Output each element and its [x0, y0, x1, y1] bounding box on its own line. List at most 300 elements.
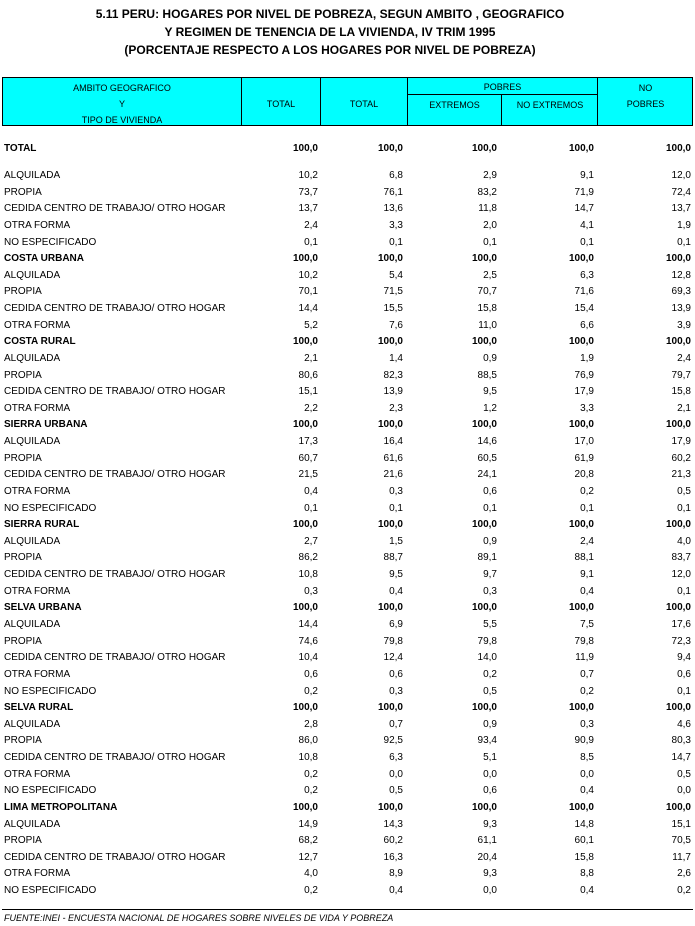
table-row — [0, 750, 695, 766]
row-value: 80,6 — [298, 369, 318, 381]
row-value: 1,5 — [389, 535, 403, 547]
header-ambito — [3, 78, 241, 125]
row-value: 71,5 — [383, 286, 403, 298]
row-value: 12,8 — [671, 269, 691, 281]
row-value: 0,9 — [483, 352, 497, 364]
row-value: 100,0 — [377, 602, 403, 614]
table-row — [0, 201, 695, 217]
row-value: 100,0 — [292, 702, 318, 714]
header-no-extremos-label: NO EXTREMOS — [516, 100, 584, 110]
table-row — [0, 783, 695, 799]
row-value: 2,4 — [677, 352, 691, 364]
header-total-1 — [241, 78, 320, 125]
table-row — [0, 467, 695, 483]
header-extremos-label: EXTREMOS — [429, 100, 480, 110]
row-value: 100,0 — [377, 336, 403, 348]
row-value: 100,0 — [292, 336, 318, 348]
row-value: 10,2 — [298, 269, 318, 281]
row-value: 0,4 — [304, 485, 318, 497]
table-group-row — [0, 700, 695, 716]
row-value: 0,9 — [483, 718, 497, 730]
table-group-row — [0, 334, 695, 350]
row-value: 0,6 — [304, 668, 318, 680]
row-value: 9,4 — [677, 652, 691, 664]
table-row — [0, 168, 695, 184]
row-value: 2,6 — [677, 868, 691, 880]
row-value: 0,0 — [389, 768, 403, 780]
row-value: 100,0 — [568, 143, 594, 154]
row-label: SELVA URBANA — [4, 602, 82, 614]
row-value: 5,4 — [389, 269, 403, 281]
row-value: 13,6 — [383, 203, 403, 215]
row-value: 0,2 — [304, 685, 318, 697]
row-value: 8,9 — [389, 868, 403, 880]
row-value: 12,0 — [671, 170, 691, 181]
row-label: ALQUILADA — [4, 269, 61, 281]
table-group-row — [0, 600, 695, 616]
table-row — [0, 634, 695, 650]
row-label: CEDIDA CENTRO DE TRABAJO/ OTRO HOGAR — [4, 652, 226, 664]
row-label: NO ESPECIFICADO — [4, 785, 97, 797]
row-value: 15,8 — [671, 386, 691, 398]
row-value: 6,6 — [580, 319, 594, 331]
table-row — [0, 501, 695, 517]
row-value: 14,3 — [383, 818, 403, 830]
row-value: 6,9 — [389, 619, 403, 630]
row-value: 90,9 — [574, 735, 594, 747]
row-value: 88,1 — [574, 552, 594, 564]
row-value: 0,5 — [389, 785, 403, 797]
row-value: 20,8 — [574, 469, 594, 481]
row-value: 9,5 — [389, 569, 403, 581]
row-value: 14,7 — [574, 203, 594, 215]
table-row — [0, 268, 695, 284]
row-value: 9,7 — [483, 569, 497, 581]
row-value: 0,6 — [677, 668, 691, 680]
title-line-1: 5.11 PERU: HOGARES POR NIVEL DE POBREZA, SEGUN AMBITO , GEOGRAFICO — [95, 7, 565, 21]
row-label: PROPIA — [4, 286, 42, 298]
row-value: 0,1 — [304, 502, 318, 514]
row-value: 14,4 — [298, 619, 318, 630]
row-label: ALQUILADA — [4, 619, 61, 630]
row-value: 0,9 — [483, 535, 497, 547]
row-label: SELVA RURAL — [4, 702, 74, 714]
table-row — [0, 833, 695, 849]
row-label: NO ESPECIFICADO — [4, 236, 97, 248]
row-value: 7,6 — [389, 319, 403, 331]
row-value: 79,8 — [477, 635, 497, 647]
row-value: 0,4 — [580, 885, 594, 897]
row-value: 0,2 — [580, 485, 594, 497]
row-value: 6,3 — [580, 269, 594, 281]
row-value: 0,1 — [580, 236, 594, 248]
table-group-row — [0, 141, 695, 157]
row-value: 100,0 — [568, 519, 594, 531]
row-label: LIMA METROPOLITANA — [4, 801, 118, 813]
header-extremos — [408, 95, 501, 125]
row-value: 100,0 — [377, 143, 403, 154]
table-row — [0, 717, 695, 733]
table-row — [0, 650, 695, 666]
table-row — [0, 617, 695, 633]
title-line-3: (PORCENTAJE RESPECTO A LOS HOGARES POR NIVEL DE POBREZA) — [124, 43, 536, 57]
row-value: 0,1 — [677, 585, 691, 597]
row-value: 100,0 — [471, 519, 497, 531]
row-label: NO ESPECIFICADO — [4, 502, 97, 514]
row-value: 100,0 — [471, 253, 497, 265]
row-label: CEDIDA CENTRO DE TRABAJO/ OTRO HOGAR — [4, 386, 226, 398]
row-value: 10,2 — [298, 170, 318, 181]
table-row — [0, 451, 695, 467]
row-value: 2,0 — [483, 219, 497, 231]
row-label: COSTA URBANA — [4, 253, 84, 265]
row-value: 0,0 — [677, 785, 691, 797]
row-value: 70,7 — [477, 286, 497, 298]
row-label: SIERRA URBANA — [4, 419, 88, 431]
row-value: 0,3 — [389, 685, 403, 697]
row-label: OTRA FORMA — [4, 668, 71, 680]
row-value: 2,1 — [677, 402, 691, 414]
row-label: OTRA FORMA — [4, 485, 71, 497]
header-total-2-label: TOTAL — [349, 99, 379, 109]
row-value: 0,5 — [483, 685, 497, 697]
row-value: 14,0 — [477, 652, 497, 664]
header-ambito-line3: TIPO DE VIVIENDA — [81, 115, 163, 125]
row-label: ALQUILADA — [4, 535, 61, 547]
row-value: 0,0 — [580, 768, 594, 780]
header-no-pobres-line1: NO — [638, 83, 653, 93]
row-value: 2,8 — [304, 718, 318, 730]
row-value: 0,4 — [389, 885, 403, 897]
row-value: 0,6 — [483, 785, 497, 797]
row-label: OTRA FORMA — [4, 319, 71, 331]
row-value: 0,0 — [483, 885, 497, 897]
title-line-2: Y REGIMEN DE TENENCIA DE LA VIVIENDA, IV TRIM 1995 — [164, 25, 496, 39]
row-value: 93,4 — [477, 735, 497, 747]
table-row — [0, 434, 695, 450]
row-value: 70,5 — [671, 835, 691, 847]
row-value: 3,3 — [580, 402, 594, 414]
table-row — [0, 767, 695, 783]
row-label: OTRA FORMA — [4, 402, 71, 414]
table-row — [0, 401, 695, 417]
row-value: 100,0 — [568, 702, 594, 714]
row-value: 10,8 — [298, 569, 318, 581]
row-label: OTRA FORMA — [4, 868, 71, 880]
row-value: 14,8 — [574, 818, 594, 830]
row-label: ALQUILADA — [4, 436, 61, 448]
row-label: ALQUILADA — [4, 170, 61, 181]
row-value: 72,3 — [671, 635, 691, 647]
row-value: 12,7 — [298, 851, 318, 863]
table-row — [0, 218, 695, 234]
header-total-1-label: TOTAL — [266, 99, 296, 109]
row-value: 100,0 — [292, 143, 318, 154]
row-value: 17,6 — [671, 619, 691, 630]
row-value: 0,4 — [580, 585, 594, 597]
header-ambito-line1: AMBITO GEOGRAFICO — [73, 83, 171, 93]
row-value: 15,1 — [671, 818, 691, 830]
row-value: 0,7 — [389, 718, 403, 730]
table-row — [0, 733, 695, 749]
row-value: 3,3 — [389, 219, 403, 231]
row-label: PROPIA — [4, 735, 42, 747]
row-value: 14,4 — [298, 303, 318, 315]
row-value: 0,3 — [304, 585, 318, 597]
row-value: 0,1 — [677, 502, 691, 514]
row-value: 0,1 — [483, 502, 497, 514]
row-value: 100,0 — [665, 253, 691, 265]
table-group-row — [0, 517, 695, 533]
table-row — [0, 817, 695, 833]
row-label: ALQUILADA — [4, 818, 61, 830]
row-value: 1,9 — [580, 352, 594, 364]
row-label: ALQUILADA — [4, 718, 61, 730]
row-value: 0,2 — [580, 685, 594, 697]
row-value: 10,8 — [298, 752, 318, 764]
row-value: 8,8 — [580, 868, 594, 880]
row-value: 100,0 — [471, 336, 497, 348]
row-value: 61,1 — [477, 835, 497, 847]
row-value: 11,8 — [478, 203, 497, 215]
row-value: 17,9 — [671, 436, 691, 448]
row-value: 0,2 — [677, 885, 691, 897]
source-note: FUENTE:INEI - ENCUESTA NACIONAL DE HOGARES SOBRE NIVELES DE VIDA Y POBREZA — [4, 913, 394, 923]
row-value: 3,9 — [677, 319, 691, 331]
row-value: 7,5 — [580, 619, 594, 630]
row-value: 76,1 — [383, 186, 403, 198]
row-value: 86,0 — [298, 735, 318, 747]
table-group-row — [0, 251, 695, 267]
row-value: 100,0 — [292, 253, 318, 265]
row-value: 10,4 — [298, 652, 318, 664]
row-value: 8,5 — [580, 752, 594, 764]
row-value: 100,0 — [471, 143, 497, 154]
row-value: 100,0 — [568, 253, 594, 265]
header-no-extremos — [501, 95, 598, 125]
row-value: 0,5 — [677, 485, 691, 497]
row-value: 15,1 — [298, 386, 318, 398]
row-value: 61,9 — [574, 452, 594, 464]
row-value: 13,9 — [383, 386, 403, 398]
row-value: 88,7 — [383, 552, 403, 564]
row-value: 13,7 — [671, 203, 691, 215]
row-value: 61,6 — [383, 452, 403, 464]
table-row — [0, 850, 695, 866]
row-value: 83,7 — [671, 552, 691, 564]
row-value: 60,2 — [383, 835, 403, 847]
row-value: 1,2 — [483, 402, 497, 414]
row-value: 17,9 — [574, 386, 594, 398]
row-value: 21,6 — [383, 469, 403, 481]
table-row — [0, 301, 695, 317]
header-no-pobres-line2: POBRES — [626, 99, 665, 109]
row-value: 100,0 — [377, 419, 403, 431]
row-value: 4,0 — [304, 868, 318, 880]
row-value: 76,9 — [574, 369, 594, 381]
row-value: 100,0 — [292, 419, 318, 431]
row-label: SIERRA RURAL — [4, 519, 80, 531]
row-value: 15,8 — [574, 851, 594, 863]
row-value: 2,4 — [580, 535, 594, 547]
row-value: 0,1 — [677, 685, 691, 697]
row-value: 100,0 — [665, 702, 691, 714]
row-value: 9,5 — [483, 386, 497, 398]
row-value: 15,4 — [574, 303, 594, 315]
row-label: PROPIA — [4, 835, 42, 847]
row-value: 0,4 — [389, 585, 403, 597]
row-value: 100,0 — [471, 702, 497, 714]
row-value: 83,2 — [477, 186, 497, 198]
row-value: 2,5 — [483, 269, 497, 281]
row-value: 6,8 — [389, 170, 403, 181]
row-value: 0,1 — [677, 236, 691, 248]
row-value: 0,3 — [389, 485, 403, 497]
row-value: 15,8 — [477, 303, 497, 315]
row-value: 14,6 — [477, 436, 497, 448]
row-value: 16,4 — [383, 436, 403, 448]
row-value: 9,1 — [580, 569, 594, 581]
table-row — [0, 684, 695, 700]
row-value: 9,3 — [483, 868, 497, 880]
row-value: 2,3 — [389, 402, 403, 414]
table-row — [0, 883, 695, 899]
row-value: 69,3 — [671, 286, 691, 298]
row-value: 0,2 — [304, 768, 318, 780]
header-ambito-line2: Y — [118, 99, 125, 109]
row-value: 100,0 — [568, 419, 594, 431]
row-value: 15,5 — [383, 303, 403, 315]
footer-divider — [2, 909, 693, 910]
row-value: 100,0 — [292, 602, 318, 614]
row-value: 21,5 — [298, 469, 318, 481]
row-value: 60,5 — [477, 452, 497, 464]
row-value: 0,4 — [580, 785, 594, 797]
row-label: CEDIDA CENTRO DE TRABAJO/ OTRO HOGAR — [4, 303, 226, 315]
row-value: 100,0 — [377, 253, 403, 265]
row-label: COSTA RURAL — [4, 336, 76, 348]
row-value: 21,3 — [671, 469, 691, 481]
header-pobres — [407, 78, 597, 125]
table-row — [0, 484, 695, 500]
row-value: 2,2 — [304, 402, 318, 414]
row-value: 74,6 — [298, 635, 318, 647]
row-value: 0,1 — [580, 502, 594, 514]
row-value: 100,0 — [377, 702, 403, 714]
row-label: OTRA FORMA — [4, 219, 71, 231]
row-value: 9,1 — [580, 170, 594, 181]
row-value: 12,0 — [671, 569, 691, 581]
row-value: 24,1 — [477, 469, 497, 481]
row-value: 2,7 — [304, 535, 318, 547]
row-value: 100,0 — [377, 519, 403, 531]
header-total-2 — [320, 78, 407, 125]
row-value: 11,0 — [478, 319, 497, 331]
row-value: 71,6 — [574, 286, 594, 298]
table-row — [0, 534, 695, 550]
row-value: 4,0 — [677, 535, 691, 547]
row-value: 100,0 — [665, 419, 691, 431]
row-label: CEDIDA CENTRO DE TRABAJO/ OTRO HOGAR — [4, 752, 226, 764]
table-row — [0, 318, 695, 334]
row-value: 73,7 — [298, 186, 318, 198]
table-row — [0, 368, 695, 384]
row-value: 68,2 — [298, 835, 318, 847]
row-value: 6,3 — [389, 752, 403, 764]
table-row — [0, 351, 695, 367]
row-value: 2,9 — [483, 170, 497, 181]
table-row — [0, 384, 695, 400]
row-label: OTRA FORMA — [4, 585, 71, 597]
row-value: 0,2 — [304, 785, 318, 797]
row-label: CEDIDA CENTRO DE TRABAJO/ OTRO HOGAR — [4, 469, 226, 481]
row-label: OTRA FORMA — [4, 768, 71, 780]
row-value: 2,4 — [304, 219, 318, 231]
header-no-pobres — [597, 78, 693, 125]
row-value: 100,0 — [665, 143, 691, 154]
row-value: 16,3 — [383, 851, 403, 863]
row-value: 79,8 — [383, 635, 403, 647]
table-group-row — [0, 800, 695, 816]
row-value: 1,9 — [677, 219, 691, 231]
row-value: 2,1 — [304, 352, 318, 364]
row-value: 11,9 — [575, 652, 594, 664]
table-row — [0, 866, 695, 882]
row-value: 0,6 — [389, 668, 403, 680]
row-value: 0,1 — [389, 236, 403, 248]
row-value: 0,0 — [483, 768, 497, 780]
row-label: ALQUILADA — [4, 352, 61, 364]
row-label: TOTAL — [4, 143, 37, 154]
row-value: 60,2 — [671, 452, 691, 464]
row-value: 80,3 — [671, 735, 691, 747]
row-value: 71,9 — [574, 186, 594, 198]
row-value: 79,8 — [574, 635, 594, 647]
row-value: 100,0 — [568, 336, 594, 348]
row-value: 14,9 — [298, 818, 318, 830]
row-value: 0,7 — [580, 668, 594, 680]
row-value: 100,0 — [292, 801, 318, 813]
row-label: CEDIDA CENTRO DE TRABAJO/ OTRO HOGAR — [4, 203, 226, 215]
row-value: 20,4 — [477, 851, 497, 863]
table-row — [0, 185, 695, 201]
row-value: 0,1 — [483, 236, 497, 248]
row-value: 100,0 — [471, 602, 497, 614]
table-row — [0, 584, 695, 600]
row-value: 79,7 — [671, 369, 691, 381]
row-value: 0,1 — [304, 236, 318, 248]
row-label: PROPIA — [4, 635, 42, 647]
row-value: 13,9 — [671, 303, 691, 315]
row-value: 14,7 — [671, 752, 691, 764]
table-row — [0, 667, 695, 683]
row-value: 92,5 — [383, 735, 403, 747]
row-value: 70,1 — [298, 286, 318, 298]
row-value: 100,0 — [471, 419, 497, 431]
row-value: 5,2 — [304, 319, 318, 331]
row-value: 17,0 — [574, 436, 594, 448]
row-value: 0,1 — [389, 502, 403, 514]
row-value: 100,0 — [665, 519, 691, 531]
row-value: 100,0 — [568, 602, 594, 614]
row-value: 0,5 — [677, 768, 691, 780]
row-value: 60,7 — [298, 452, 318, 464]
row-label: CEDIDA CENTRO DE TRABAJO/ OTRO HOGAR — [4, 851, 226, 863]
table-header — [2, 77, 693, 126]
row-value: 0,2 — [483, 668, 497, 680]
row-value: 11,7 — [672, 851, 691, 863]
row-label: PROPIA — [4, 369, 42, 381]
